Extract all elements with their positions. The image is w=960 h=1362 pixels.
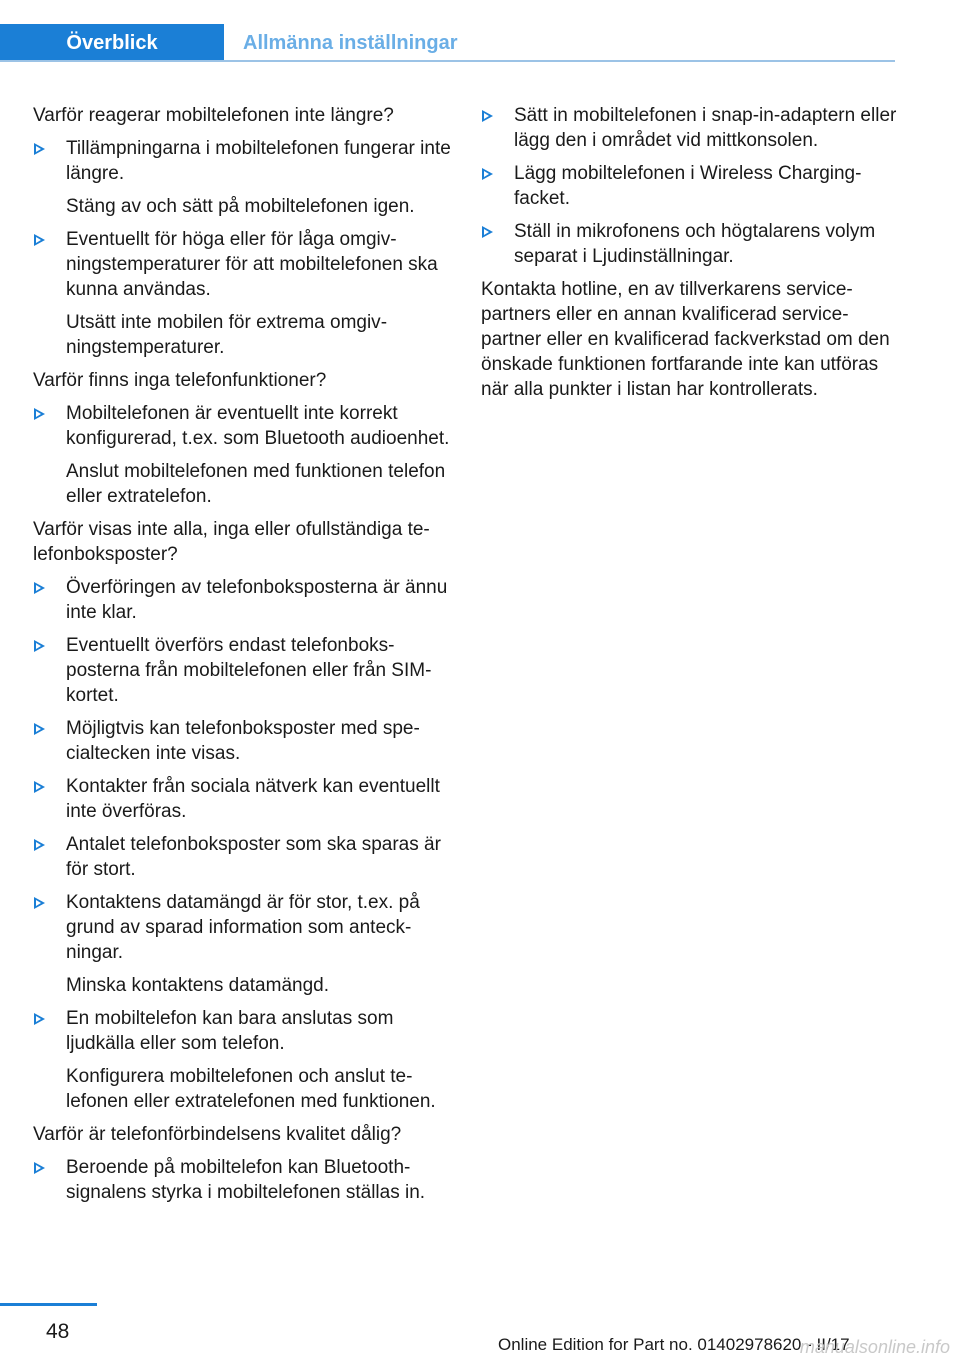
header-rule xyxy=(0,60,895,62)
list-item xyxy=(33,890,451,998)
item-text: Eventuellt för höga eller för låga omgivningstemperaturer för att mobiltelefonen ska kunna användas. xyxy=(66,229,438,300)
item-text: Eventuellt överförs endast telefonboksposterna från mobiltelefonen eller från SIM-kortet. xyxy=(66,635,432,706)
triangle-bullet-icon xyxy=(34,234,45,246)
triangle-bullet-icon xyxy=(34,1162,45,1174)
triangle-bullet-icon xyxy=(34,408,45,420)
triangle-bullet-icon xyxy=(34,781,45,793)
item-text: Kontaktens datamängd är för stor, t.ex. på grund av sparad information som anteckningar. xyxy=(66,892,420,963)
item-text: Överföringen av telefonboksposterna är ännu inte klar. xyxy=(66,577,448,623)
item-text: Ställ in mikrofonens och högtalarens volym separat i Ljudinställningar. xyxy=(514,221,876,267)
triangle-bullet-icon xyxy=(34,839,45,851)
item-text: Lägg mobiltelefonen i Wireless Charging-facket. xyxy=(514,163,862,209)
question-heading: Varför finns inga telefonfunktioner? xyxy=(33,370,327,391)
list-item xyxy=(481,219,901,269)
question-heading: Varför är telefonförbindelsens kvalitet dålig? xyxy=(33,1124,402,1145)
watermark: manualsonline.info xyxy=(799,1337,950,1357)
item-text: Mobiltelefonen är eventuellt inte korrekt konfigurerad, t.ex. som Bluetooth audioenhet. xyxy=(66,403,450,449)
list-item xyxy=(33,774,451,824)
question-heading: Varför visas inte alla, inga eller ofullständiga telefonboksposter? xyxy=(33,519,430,565)
list-item xyxy=(33,633,451,708)
triangle-bullet-icon xyxy=(34,723,45,735)
item-remedy: Stäng av och sätt på mobiltelefonen igen. xyxy=(66,196,415,217)
left-column xyxy=(33,103,451,1213)
page-header xyxy=(0,24,895,62)
list-item xyxy=(33,716,451,766)
tab-overview[interactable]: Överblick xyxy=(0,24,224,62)
triangle-bullet-icon xyxy=(482,226,493,238)
page-number: 48 xyxy=(46,1320,70,1343)
list-item xyxy=(33,832,451,882)
item-text: Beroende på mobiltelefon kan Bluetooth-signalens styrka i mobiltelefonen ställas in. xyxy=(66,1157,426,1203)
triangle-bullet-icon xyxy=(482,168,493,180)
list-item xyxy=(33,1155,451,1205)
edition-note: Online Edition for Part no. 01402978620 - II/17 xyxy=(498,1335,850,1354)
list-item xyxy=(481,161,901,211)
list-item xyxy=(33,227,451,360)
tab-general-settings[interactable]: Allmänna inställningar xyxy=(243,31,458,54)
question-heading: Varför reagerar mobiltelefonen inte längre? xyxy=(33,105,394,126)
item-text: Kontakter från sociala nätverk kan eventuellt inte överföras. xyxy=(66,776,440,822)
item-remedy: Anslut mobiltelefonen med funktionen telefon eller extratelefon. xyxy=(66,461,446,507)
triangle-bullet-icon xyxy=(34,640,45,652)
triangle-bullet-icon xyxy=(34,1013,45,1025)
item-text: Antalet telefonboksposter som ska sparas är för stort. xyxy=(66,834,441,880)
item-remedy: Utsätt inte mobilen för extrema omgivningstemperaturer. xyxy=(66,312,388,358)
item-remedy: Minska kontaktens datamängd. xyxy=(66,975,329,996)
list-item xyxy=(33,401,451,509)
list-item xyxy=(481,103,901,153)
footer-rule xyxy=(0,1303,97,1306)
item-text: Möjligtvis kan telefonboksposter med specialtecken inte visas. xyxy=(66,718,420,764)
triangle-bullet-icon xyxy=(34,582,45,594)
list-item xyxy=(33,1006,451,1114)
item-text: Sätt in mobiltelefonen i snap-in-adaptern eller lägg den i området vid mittkonsolen. xyxy=(514,105,897,151)
triangle-bullet-icon xyxy=(482,110,493,122)
list-item xyxy=(33,575,451,625)
item-remedy: Konfigurera mobiltelefonen och anslut telefonen eller extratelefonen med funktionen. xyxy=(66,1066,436,1112)
triangle-bullet-icon xyxy=(34,143,45,155)
closing-paragraph: Kontakta hotline, en av tillverkarens servicepartners eller en annan kvalificerad servicepartner eller en kvalificerad fackverkstad om den önskade funktionen fortfarande inte kan utföras när alla punkter i listan har kontrollerats. xyxy=(481,279,890,400)
right-column xyxy=(481,103,901,410)
list-item xyxy=(33,136,451,219)
item-text: En mobiltelefon kan bara anslutas som ljudkälla eller som telefon. xyxy=(66,1008,394,1054)
item-text: Tillämpningarna i mobiltelefonen fungerar inte längre. xyxy=(66,138,451,184)
triangle-bullet-icon xyxy=(34,897,45,909)
